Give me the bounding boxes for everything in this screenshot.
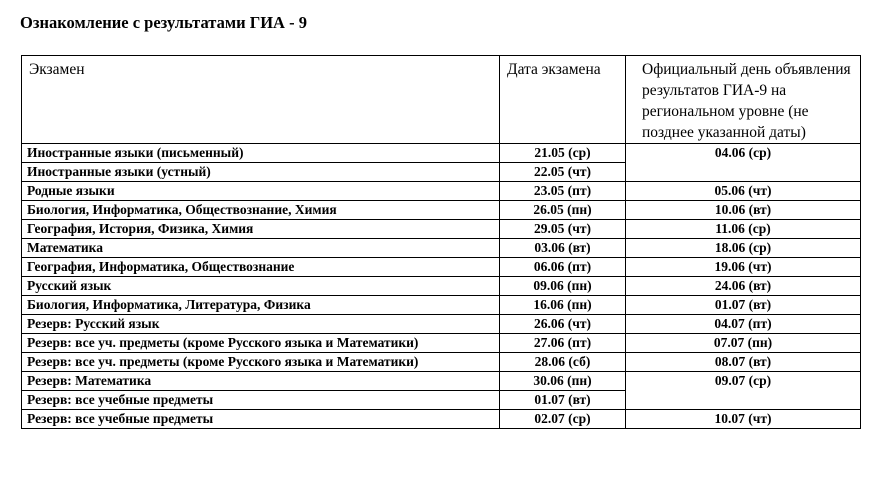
announcement-cell: 11.06 (ср) bbox=[626, 220, 861, 239]
table-row bbox=[22, 239, 861, 258]
date-cell: 29.05 (чт) bbox=[500, 220, 626, 239]
date-cell: 16.06 (пн) bbox=[500, 296, 626, 315]
announcement-cell: 19.06 (чт) bbox=[626, 258, 861, 277]
date-cell: 09.06 (пн) bbox=[500, 277, 626, 296]
exam-cell: География, История, Физика, Химия bbox=[22, 220, 500, 239]
date-cell: 26.05 (пн) bbox=[500, 201, 626, 220]
date-cell: 27.06 (пт) bbox=[500, 334, 626, 353]
header-announcement: Официальный день объявления результатов ГИА-9 на региональном уровне (не позднее указанной даты) bbox=[626, 56, 861, 144]
announcement-cell: 08.07 (вт) bbox=[626, 353, 861, 372]
exam-cell: Резерв: все уч. предметы (кроме Русского языка и Математики) bbox=[22, 353, 500, 372]
exam-cell: Резерв: все учебные предметы bbox=[22, 391, 500, 410]
announcement-cell: 09.07 (ср) bbox=[626, 372, 861, 410]
table-row bbox=[22, 201, 861, 220]
announcement-cell: 04.06 (ср) bbox=[626, 144, 861, 182]
exam-cell: Резерв: Русский язык bbox=[22, 315, 500, 334]
exam-cell: Биология, Информатика, Литература, Физика bbox=[22, 296, 500, 315]
exam-cell: Резерв: все уч. предметы (кроме Русского языка и Математики) bbox=[22, 334, 500, 353]
date-cell: 22.05 (чт) bbox=[500, 163, 626, 182]
announcement-cell: 10.07 (чт) bbox=[626, 410, 861, 429]
date-cell: 03.06 (вт) bbox=[500, 239, 626, 258]
exam-cell: Русский язык bbox=[22, 277, 500, 296]
header-exam: Экзамен bbox=[22, 56, 500, 144]
table-row bbox=[22, 258, 861, 277]
table-row bbox=[22, 277, 861, 296]
date-cell: 28.06 (сб) bbox=[500, 353, 626, 372]
exam-cell: Резерв: все учебные предметы bbox=[22, 410, 500, 429]
exam-cell: География, Информатика, Обществознание bbox=[22, 258, 500, 277]
announcement-cell: 24.06 (вт) bbox=[626, 277, 861, 296]
table-row bbox=[22, 296, 861, 315]
results-table bbox=[21, 55, 861, 429]
announcement-cell: 05.06 (чт) bbox=[626, 182, 861, 201]
date-cell: 23.05 (пт) bbox=[500, 182, 626, 201]
header-date: Дата экзамена bbox=[500, 56, 626, 144]
exam-cell: Иностранные языки (письменный) bbox=[22, 144, 500, 163]
exam-cell: Математика bbox=[22, 239, 500, 258]
table-row bbox=[22, 144, 861, 163]
exam-cell: Родные языки bbox=[22, 182, 500, 201]
exam-cell: Биология, Информатика, Обществознание, Химия bbox=[22, 201, 500, 220]
table-header-row bbox=[22, 56, 861, 144]
table-row bbox=[22, 353, 861, 372]
announcement-cell: 10.06 (вт) bbox=[626, 201, 861, 220]
date-cell: 30.06 (пн) bbox=[500, 372, 626, 391]
page-title: Ознакомление с результатами ГИА - 9 bbox=[20, 13, 307, 32]
date-cell: 06.06 (пт) bbox=[500, 258, 626, 277]
exam-cell: Иностранные языки (устный) bbox=[22, 163, 500, 182]
table-row bbox=[22, 182, 861, 201]
date-cell: 02.07 (ср) bbox=[500, 410, 626, 429]
announcement-cell: 01.07 (вт) bbox=[626, 296, 861, 315]
announcement-cell: 07.07 (пн) bbox=[626, 334, 861, 353]
date-cell: 21.05 (ср) bbox=[500, 144, 626, 163]
exam-cell: Резерв: Математика bbox=[22, 372, 500, 391]
table-row bbox=[22, 372, 861, 391]
announcement-cell: 18.06 (ср) bbox=[626, 239, 861, 258]
table-row bbox=[22, 220, 861, 239]
table-row bbox=[22, 334, 861, 353]
date-cell: 01.07 (вт) bbox=[500, 391, 626, 410]
announcement-cell: 04.07 (пт) bbox=[626, 315, 861, 334]
date-cell: 26.06 (чт) bbox=[500, 315, 626, 334]
table-row bbox=[22, 315, 861, 334]
table-row bbox=[22, 410, 861, 429]
